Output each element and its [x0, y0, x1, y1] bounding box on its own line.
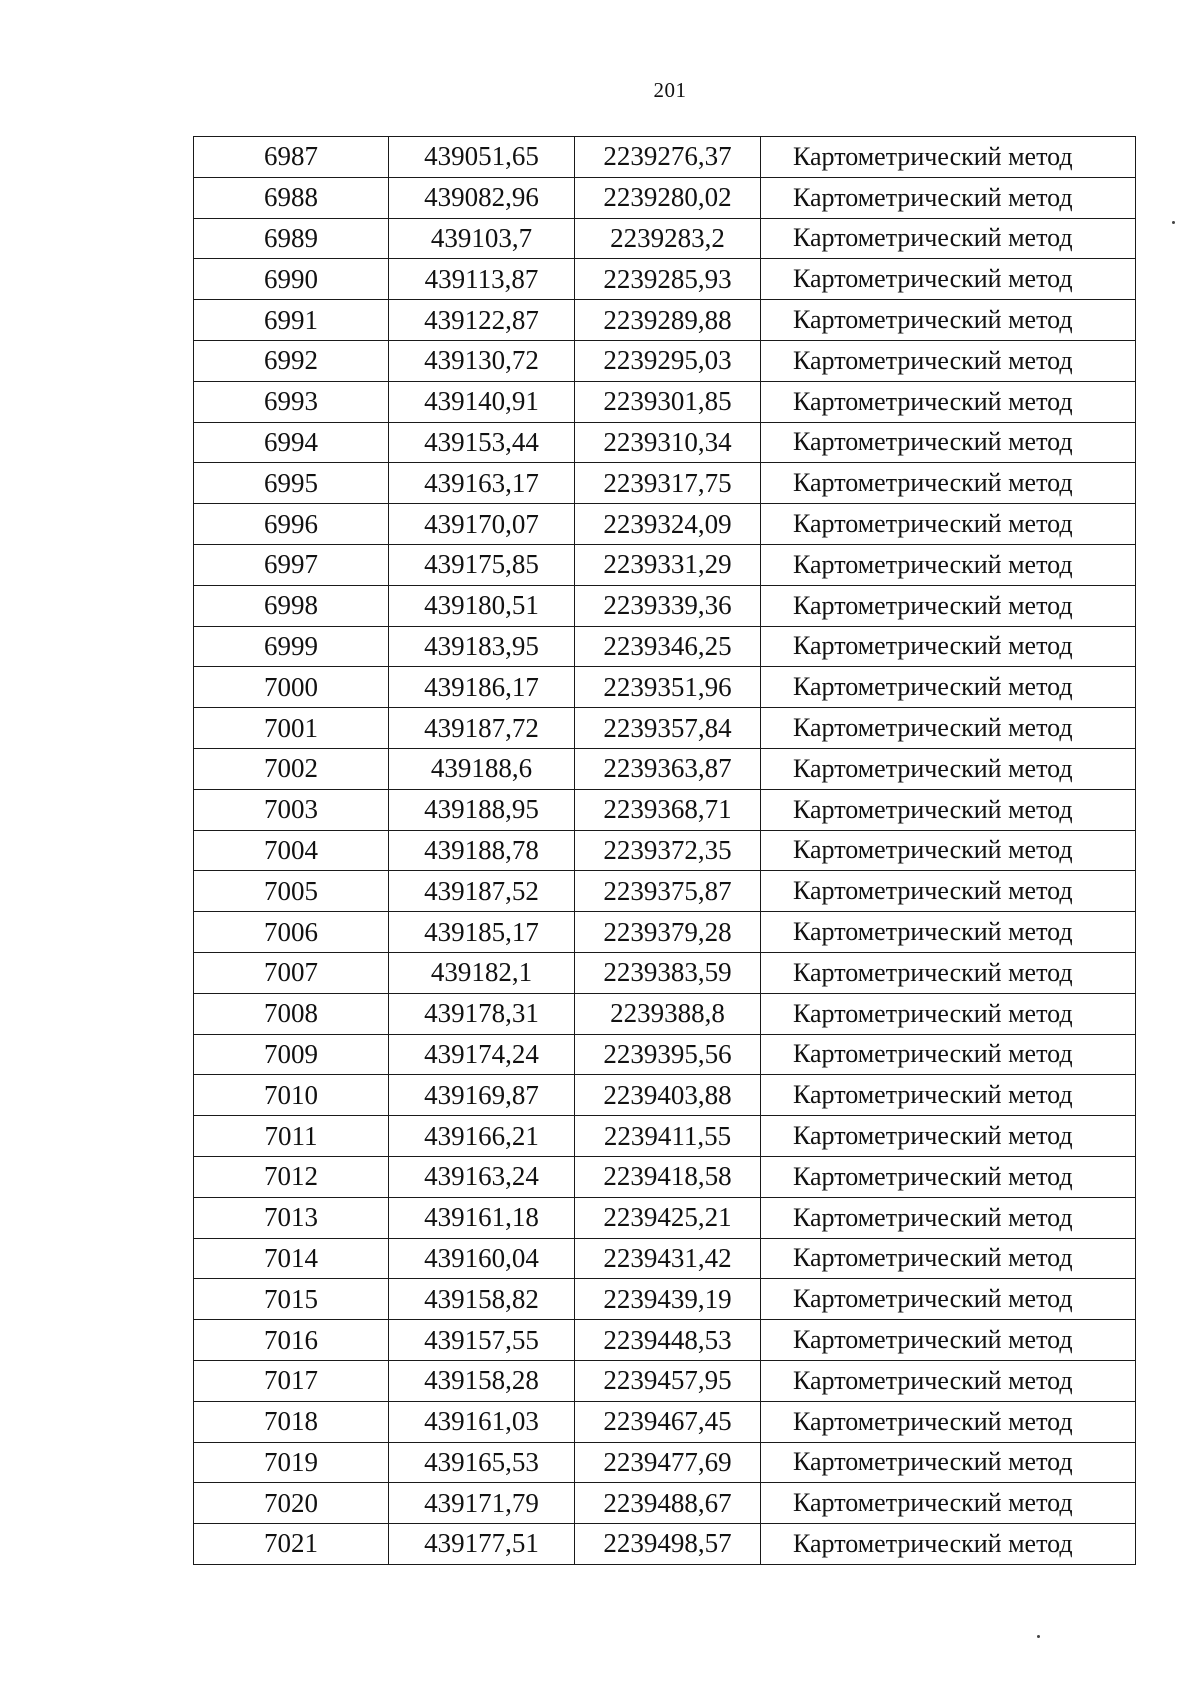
table-row — [194, 993, 1136, 1034]
y-coordinate-cell: 2239383,59 — [575, 952, 761, 993]
x-coordinate-cell: 439188,78 — [389, 830, 575, 871]
point-number-cell: 7020 — [194, 1483, 389, 1524]
method-cell: Картометрический метод — [761, 259, 1136, 300]
x-coordinate-cell: 439160,04 — [389, 1238, 575, 1279]
table-row — [194, 585, 1136, 626]
x-coordinate-cell: 439180,51 — [389, 585, 575, 626]
x-coordinate-cell: 439188,6 — [389, 748, 575, 789]
method-cell: Картометрический метод — [761, 1075, 1136, 1116]
method-cell: Картометрический метод — [761, 544, 1136, 585]
method-cell: Картометрический метод — [761, 1034, 1136, 1075]
method-cell: Картометрический метод — [761, 463, 1136, 504]
y-coordinate-cell: 2239289,88 — [575, 300, 761, 341]
x-coordinate-cell: 439157,55 — [389, 1320, 575, 1361]
x-coordinate-cell: 439166,21 — [389, 1116, 575, 1157]
method-cell: Картометрический метод — [761, 1401, 1136, 1442]
x-coordinate-cell: 439140,91 — [389, 381, 575, 422]
point-number-cell: 6990 — [194, 259, 389, 300]
x-coordinate-cell: 439169,87 — [389, 1075, 575, 1116]
table-row — [194, 340, 1136, 381]
table-row — [194, 300, 1136, 341]
point-number-cell: 7007 — [194, 952, 389, 993]
x-coordinate-cell: 439188,95 — [389, 789, 575, 830]
x-coordinate-cell: 439178,31 — [389, 993, 575, 1034]
y-coordinate-cell: 2239439,19 — [575, 1279, 761, 1320]
method-cell: Картометрический метод — [761, 381, 1136, 422]
table-row — [194, 1156, 1136, 1197]
point-number-cell: 7005 — [194, 871, 389, 912]
x-coordinate-cell: 439186,17 — [389, 667, 575, 708]
x-coordinate-cell: 439158,82 — [389, 1279, 575, 1320]
table-row — [194, 218, 1136, 259]
point-number-cell: 7011 — [194, 1116, 389, 1157]
table-row — [194, 1360, 1136, 1401]
point-number-cell: 7001 — [194, 708, 389, 749]
point-number-cell: 7000 — [194, 667, 389, 708]
x-coordinate-cell: 439174,24 — [389, 1034, 575, 1075]
table-row — [194, 1238, 1136, 1279]
method-cell: Картометрический метод — [761, 708, 1136, 749]
x-coordinate-cell: 439177,51 — [389, 1524, 575, 1565]
table-row — [194, 1401, 1136, 1442]
y-coordinate-cell: 2239372,35 — [575, 830, 761, 871]
table-row — [194, 137, 1136, 178]
y-coordinate-cell: 2239357,84 — [575, 708, 761, 749]
method-cell: Картометрический метод — [761, 912, 1136, 953]
point-number-cell: 7002 — [194, 748, 389, 789]
table-row — [194, 422, 1136, 463]
point-number-cell: 7003 — [194, 789, 389, 830]
table-row — [194, 952, 1136, 993]
y-coordinate-cell: 2239425,21 — [575, 1197, 761, 1238]
point-number-cell: 7014 — [194, 1238, 389, 1279]
method-cell: Картометрический метод — [761, 1197, 1136, 1238]
method-cell: Картометрический метод — [761, 1238, 1136, 1279]
x-coordinate-cell: 439170,07 — [389, 504, 575, 545]
method-cell: Картометрический метод — [761, 626, 1136, 667]
scan-speck — [1037, 1635, 1040, 1638]
x-coordinate-cell: 439103,7 — [389, 218, 575, 259]
method-cell: Картометрический метод — [761, 667, 1136, 708]
table-row — [194, 1075, 1136, 1116]
table-row — [194, 381, 1136, 422]
y-coordinate-cell: 2239280,02 — [575, 177, 761, 218]
y-coordinate-cell: 2239324,09 — [575, 504, 761, 545]
y-coordinate-cell: 2239295,03 — [575, 340, 761, 381]
point-number-cell: 6994 — [194, 422, 389, 463]
scan-speck — [1172, 221, 1175, 224]
method-cell: Картометрический метод — [761, 1442, 1136, 1483]
x-coordinate-cell: 439122,87 — [389, 300, 575, 341]
y-coordinate-cell: 2239310,34 — [575, 422, 761, 463]
x-coordinate-cell: 439182,1 — [389, 952, 575, 993]
point-number-cell: 7004 — [194, 830, 389, 871]
point-number-cell: 6988 — [194, 177, 389, 218]
x-coordinate-cell: 439163,17 — [389, 463, 575, 504]
table-row — [194, 708, 1136, 749]
point-number-cell: 6987 — [194, 137, 389, 178]
x-coordinate-cell: 439161,03 — [389, 1401, 575, 1442]
table-row — [194, 1442, 1136, 1483]
table-row — [194, 504, 1136, 545]
method-cell: Картометрический метод — [761, 871, 1136, 912]
point-number-cell: 6997 — [194, 544, 389, 585]
point-number-cell: 7013 — [194, 1197, 389, 1238]
point-number-cell: 7006 — [194, 912, 389, 953]
method-cell: Картометрический метод — [761, 748, 1136, 789]
x-coordinate-cell: 439187,72 — [389, 708, 575, 749]
point-number-cell: 7018 — [194, 1401, 389, 1442]
y-coordinate-cell: 2239488,67 — [575, 1483, 761, 1524]
table-row — [194, 667, 1136, 708]
point-number-cell: 6999 — [194, 626, 389, 667]
y-coordinate-cell: 2239467,45 — [575, 1401, 761, 1442]
x-coordinate-cell: 439185,17 — [389, 912, 575, 953]
y-coordinate-cell: 2239339,36 — [575, 585, 761, 626]
x-coordinate-cell: 439165,53 — [389, 1442, 575, 1483]
page-number: 201 — [653, 78, 687, 102]
y-coordinate-cell: 2239403,88 — [575, 1075, 761, 1116]
point-number-cell: 6993 — [194, 381, 389, 422]
x-coordinate-cell: 439130,72 — [389, 340, 575, 381]
table-row — [194, 259, 1136, 300]
point-number-cell: 6989 — [194, 218, 389, 259]
method-cell: Картометрический метод — [761, 830, 1136, 871]
y-coordinate-cell: 2239331,29 — [575, 544, 761, 585]
table-row — [194, 626, 1136, 667]
y-coordinate-cell: 2239285,93 — [575, 259, 761, 300]
point-number-cell: 7019 — [194, 1442, 389, 1483]
table-row — [194, 789, 1136, 830]
point-number-cell: 7009 — [194, 1034, 389, 1075]
point-number-cell: 6991 — [194, 300, 389, 341]
y-coordinate-cell: 2239276,37 — [575, 137, 761, 178]
y-coordinate-cell: 2239317,75 — [575, 463, 761, 504]
y-coordinate-cell: 2239363,87 — [575, 748, 761, 789]
x-coordinate-cell: 439161,18 — [389, 1197, 575, 1238]
method-cell: Картометрический метод — [761, 993, 1136, 1034]
y-coordinate-cell: 2239375,87 — [575, 871, 761, 912]
method-cell: Картометрический метод — [761, 585, 1136, 626]
y-coordinate-cell: 2239448,53 — [575, 1320, 761, 1361]
y-coordinate-cell: 2239368,71 — [575, 789, 761, 830]
y-coordinate-cell: 2239351,96 — [575, 667, 761, 708]
method-cell: Картометрический метод — [761, 1116, 1136, 1157]
x-coordinate-cell: 439183,95 — [389, 626, 575, 667]
table-row — [194, 748, 1136, 789]
x-coordinate-cell: 439051,65 — [389, 137, 575, 178]
y-coordinate-cell: 2239388,8 — [575, 993, 761, 1034]
y-coordinate-cell: 2239498,57 — [575, 1524, 761, 1565]
x-coordinate-cell: 439158,28 — [389, 1360, 575, 1401]
point-number-cell: 6998 — [194, 585, 389, 626]
method-cell: Картометрический метод — [761, 218, 1136, 259]
x-coordinate-cell: 439153,44 — [389, 422, 575, 463]
table-row — [194, 1279, 1136, 1320]
x-coordinate-cell: 439113,87 — [389, 259, 575, 300]
y-coordinate-cell: 2239379,28 — [575, 912, 761, 953]
table-row — [194, 1320, 1136, 1361]
table-row — [194, 1197, 1136, 1238]
table-row — [194, 1483, 1136, 1524]
table-row — [194, 1116, 1136, 1157]
point-number-cell: 7021 — [194, 1524, 389, 1565]
method-cell: Картометрический метод — [761, 137, 1136, 178]
point-number-cell: 6996 — [194, 504, 389, 545]
method-cell: Картометрический метод — [761, 789, 1136, 830]
table-row — [194, 1524, 1136, 1565]
method-cell: Картометрический метод — [761, 1320, 1136, 1361]
method-cell: Картометрический метод — [761, 1524, 1136, 1565]
y-coordinate-cell: 2239346,25 — [575, 626, 761, 667]
coordinates-table — [193, 136, 1136, 1565]
method-cell: Картометрический метод — [761, 340, 1136, 381]
y-coordinate-cell: 2239418,58 — [575, 1156, 761, 1197]
x-coordinate-cell: 439163,24 — [389, 1156, 575, 1197]
method-cell: Картометрический метод — [761, 1156, 1136, 1197]
y-coordinate-cell: 2239431,42 — [575, 1238, 761, 1279]
y-coordinate-cell: 2239283,2 — [575, 218, 761, 259]
point-number-cell: 7010 — [194, 1075, 389, 1116]
method-cell: Картометрический метод — [761, 1360, 1136, 1401]
y-coordinate-cell: 2239457,95 — [575, 1360, 761, 1401]
point-number-cell: 6992 — [194, 340, 389, 381]
point-number-cell: 7016 — [194, 1320, 389, 1361]
point-number-cell: 6995 — [194, 463, 389, 504]
table-row — [194, 830, 1136, 871]
table-row — [194, 544, 1136, 585]
point-number-cell: 7008 — [194, 993, 389, 1034]
point-number-cell: 7015 — [194, 1279, 389, 1320]
x-coordinate-cell: 439082,96 — [389, 177, 575, 218]
table-row — [194, 912, 1136, 953]
table-row — [194, 871, 1136, 912]
method-cell: Картометрический метод — [761, 1483, 1136, 1524]
method-cell: Картометрический метод — [761, 300, 1136, 341]
y-coordinate-cell: 2239395,56 — [575, 1034, 761, 1075]
table-row — [194, 463, 1136, 504]
table-row — [194, 1034, 1136, 1075]
y-coordinate-cell: 2239477,69 — [575, 1442, 761, 1483]
y-coordinate-cell: 2239411,55 — [575, 1116, 761, 1157]
point-number-cell: 7017 — [194, 1360, 389, 1401]
x-coordinate-cell: 439187,52 — [389, 871, 575, 912]
method-cell: Картометрический метод — [761, 504, 1136, 545]
x-coordinate-cell: 439171,79 — [389, 1483, 575, 1524]
method-cell: Картометрический метод — [761, 177, 1136, 218]
table-row — [194, 177, 1136, 218]
point-number-cell: 7012 — [194, 1156, 389, 1197]
method-cell: Картометрический метод — [761, 952, 1136, 993]
method-cell: Картометрический метод — [761, 1279, 1136, 1320]
coordinates-table-body — [194, 137, 1136, 1565]
x-coordinate-cell: 439175,85 — [389, 544, 575, 585]
method-cell: Картометрический метод — [761, 422, 1136, 463]
y-coordinate-cell: 2239301,85 — [575, 381, 761, 422]
